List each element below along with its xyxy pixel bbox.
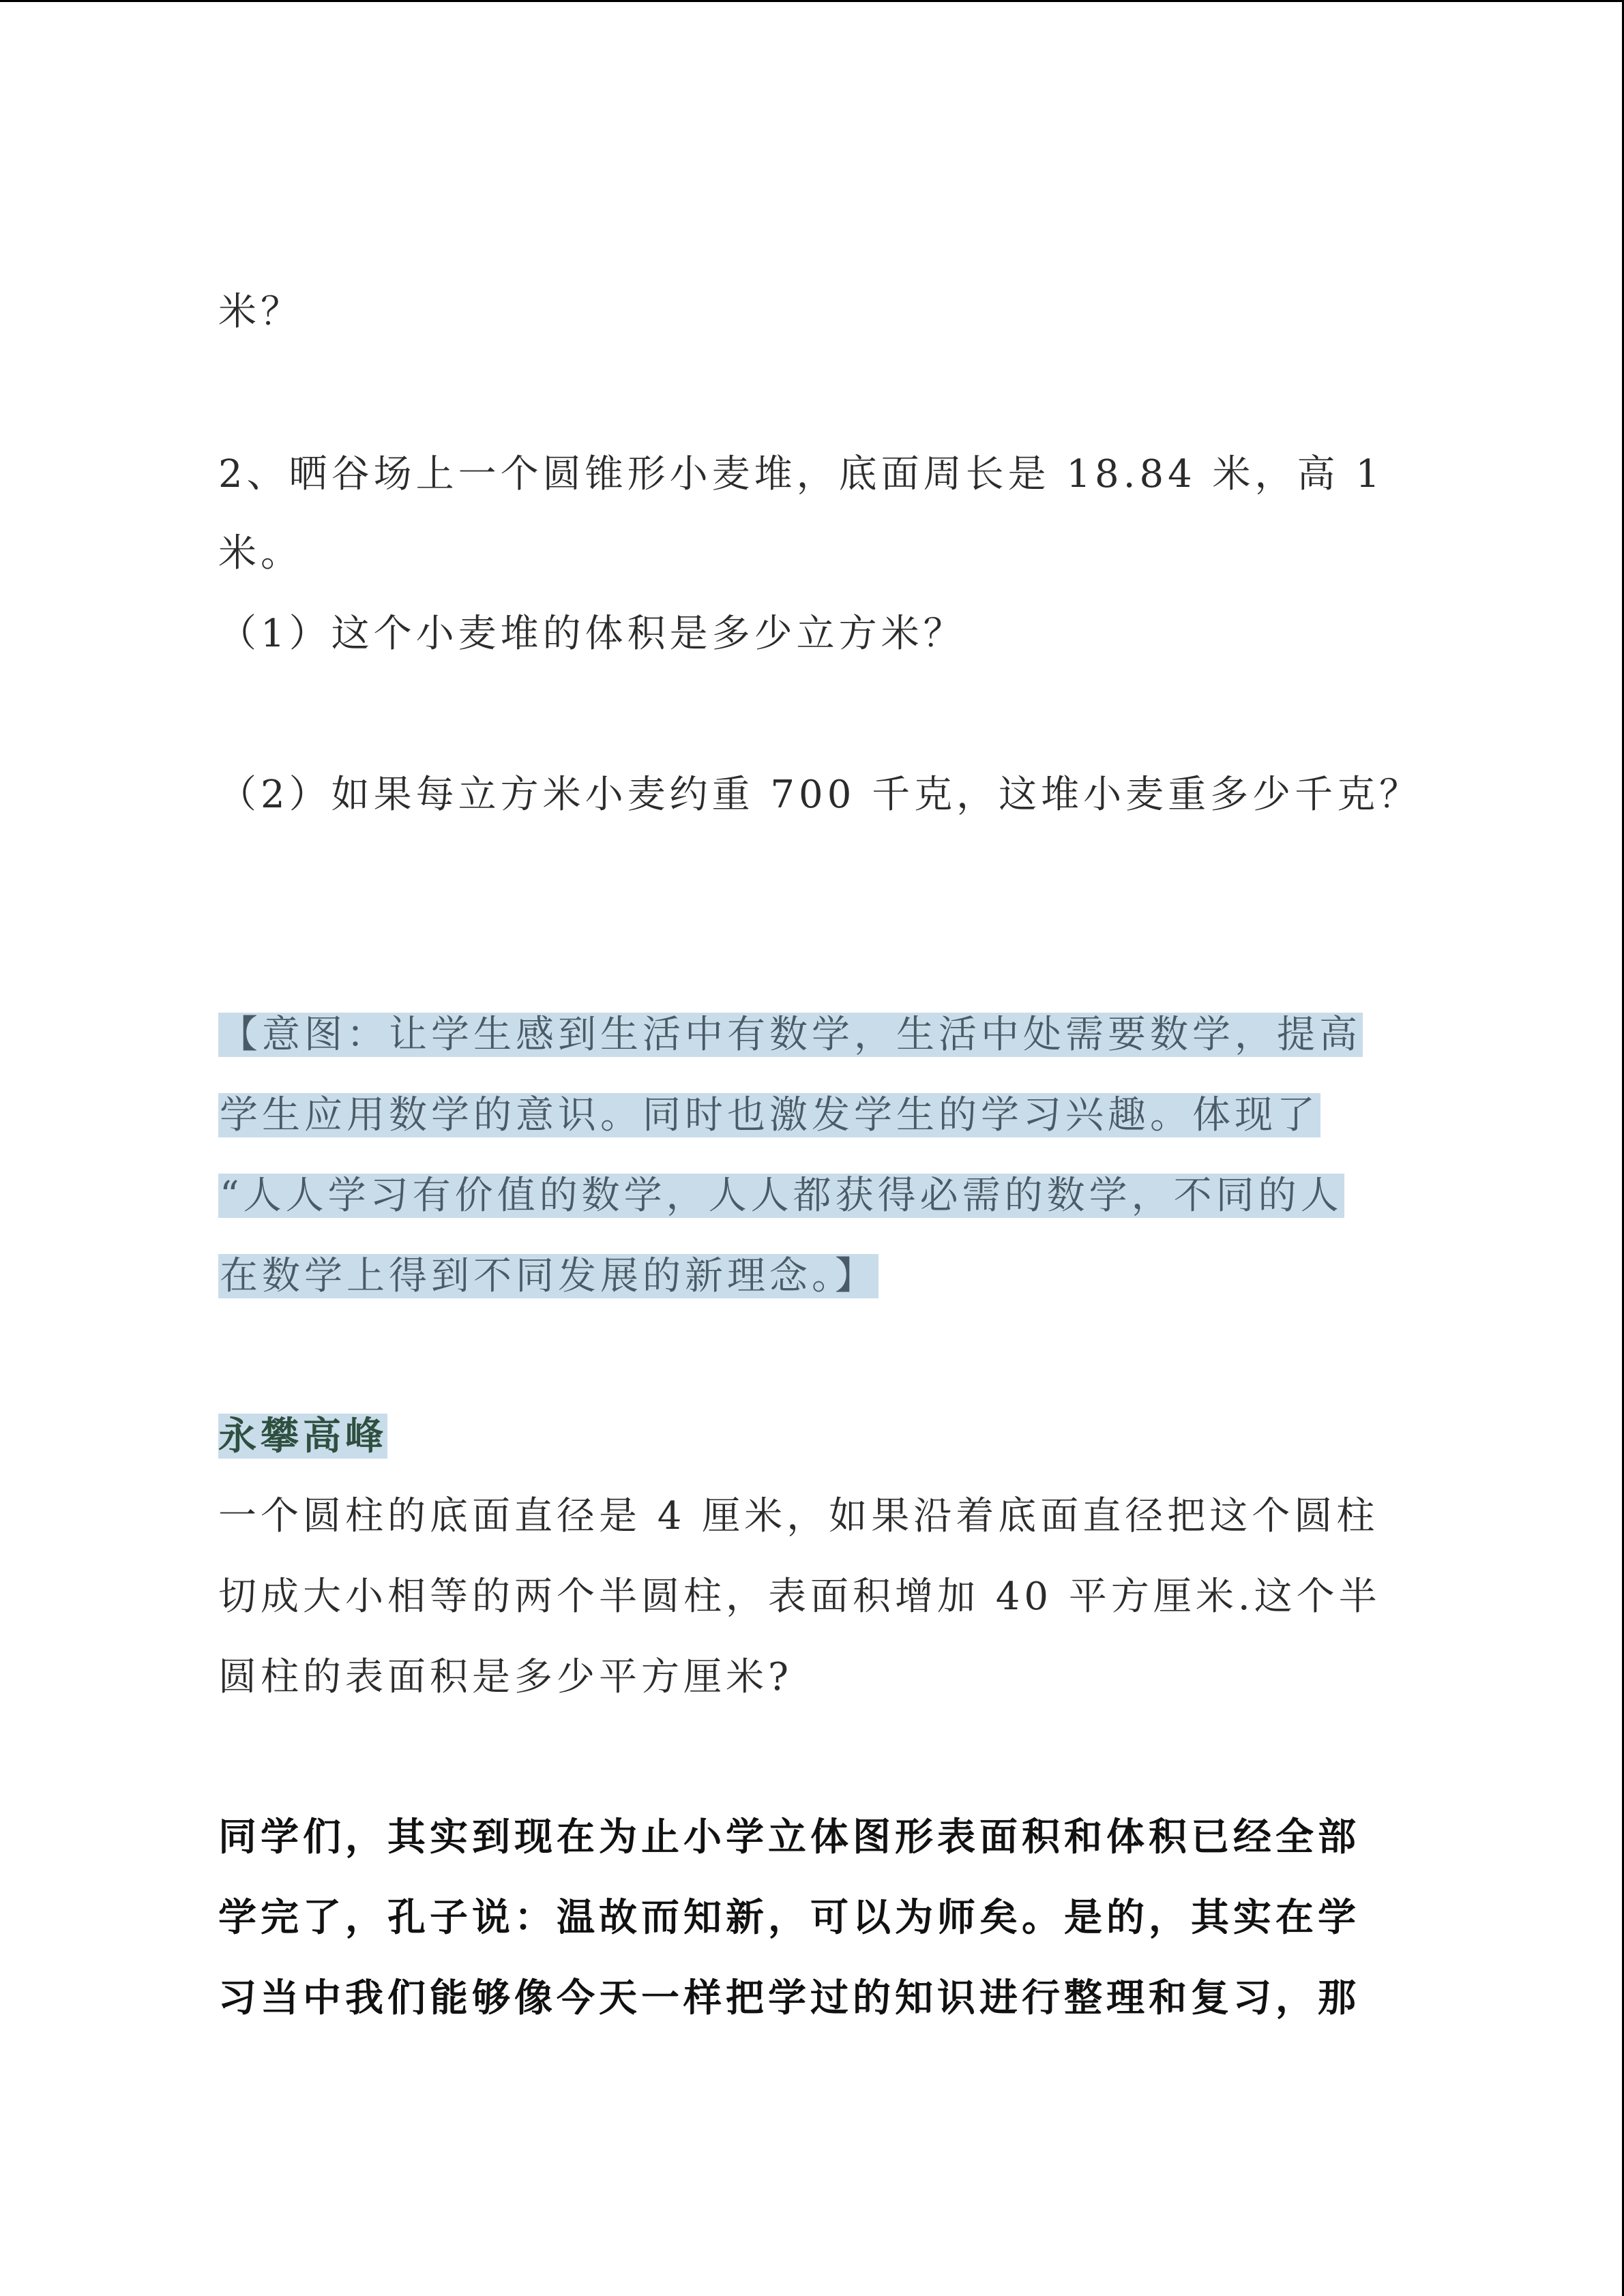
problem2-question2: （2）如果每立方米小麦约重 700 千克，这堆小麦重多少千克？ (218, 773, 1422, 817)
closing-line-2: 学完了，孔子说：温故而知新，可以为师矣。是的，其实在学 (218, 1895, 1360, 1940)
challenge-heading: 永攀高峰 (218, 1414, 387, 1459)
challenge-line-1: 一个圆柱的底面直径是 4 厘米，如果沿着底面直径把这个圆柱 (218, 1494, 1379, 1538)
closing-line-1: 同学们，其实到现在为止小学立体图形表面积和体积已经全部 (218, 1815, 1360, 1860)
intent-text-1: 【意图：让学生感到生活中有数学，生活中处需要数学，提高 (220, 1013, 1361, 1057)
problem1-tail: 米？ (218, 290, 303, 334)
intent-text-3: “人人学习有价值的数学，人人都获得必需的数学，不同的人 (220, 1174, 1343, 1218)
challenge-heading-line (218, 1409, 387, 1463)
problem2-line1: 2、晒谷场上一个圆锥形小麦堆，底面周长是 18.84 米，高 1 (218, 452, 1384, 496)
intent-line-4 (218, 1249, 879, 1304)
intent-line-2 (218, 1088, 1320, 1143)
intent-line-1 (218, 1008, 1363, 1062)
problem2-line2: 米。 (218, 531, 303, 576)
intent-text-2: 学生应用数学的意识。同时也激发学生的学习兴趣。体现了 (220, 1093, 1319, 1137)
problem2-question1: （1）这个小麦堆的体积是多少立方米？ (218, 612, 966, 656)
challenge-line-3: 圆柱的表面积是多少平方厘米? (218, 1655, 793, 1699)
intent-text-4: 在数学上得到不同发展的新理念。】 (220, 1254, 877, 1298)
closing-line-3: 习当中我们能够像今天一样把学过的知识进行整理和复习，那 (218, 1976, 1360, 2021)
challenge-line-2: 切成大小相等的两个半圆柱，表面积增加 40 平方厘米.这个半 (218, 1575, 1381, 1619)
intent-line-3 (218, 1169, 1344, 1223)
